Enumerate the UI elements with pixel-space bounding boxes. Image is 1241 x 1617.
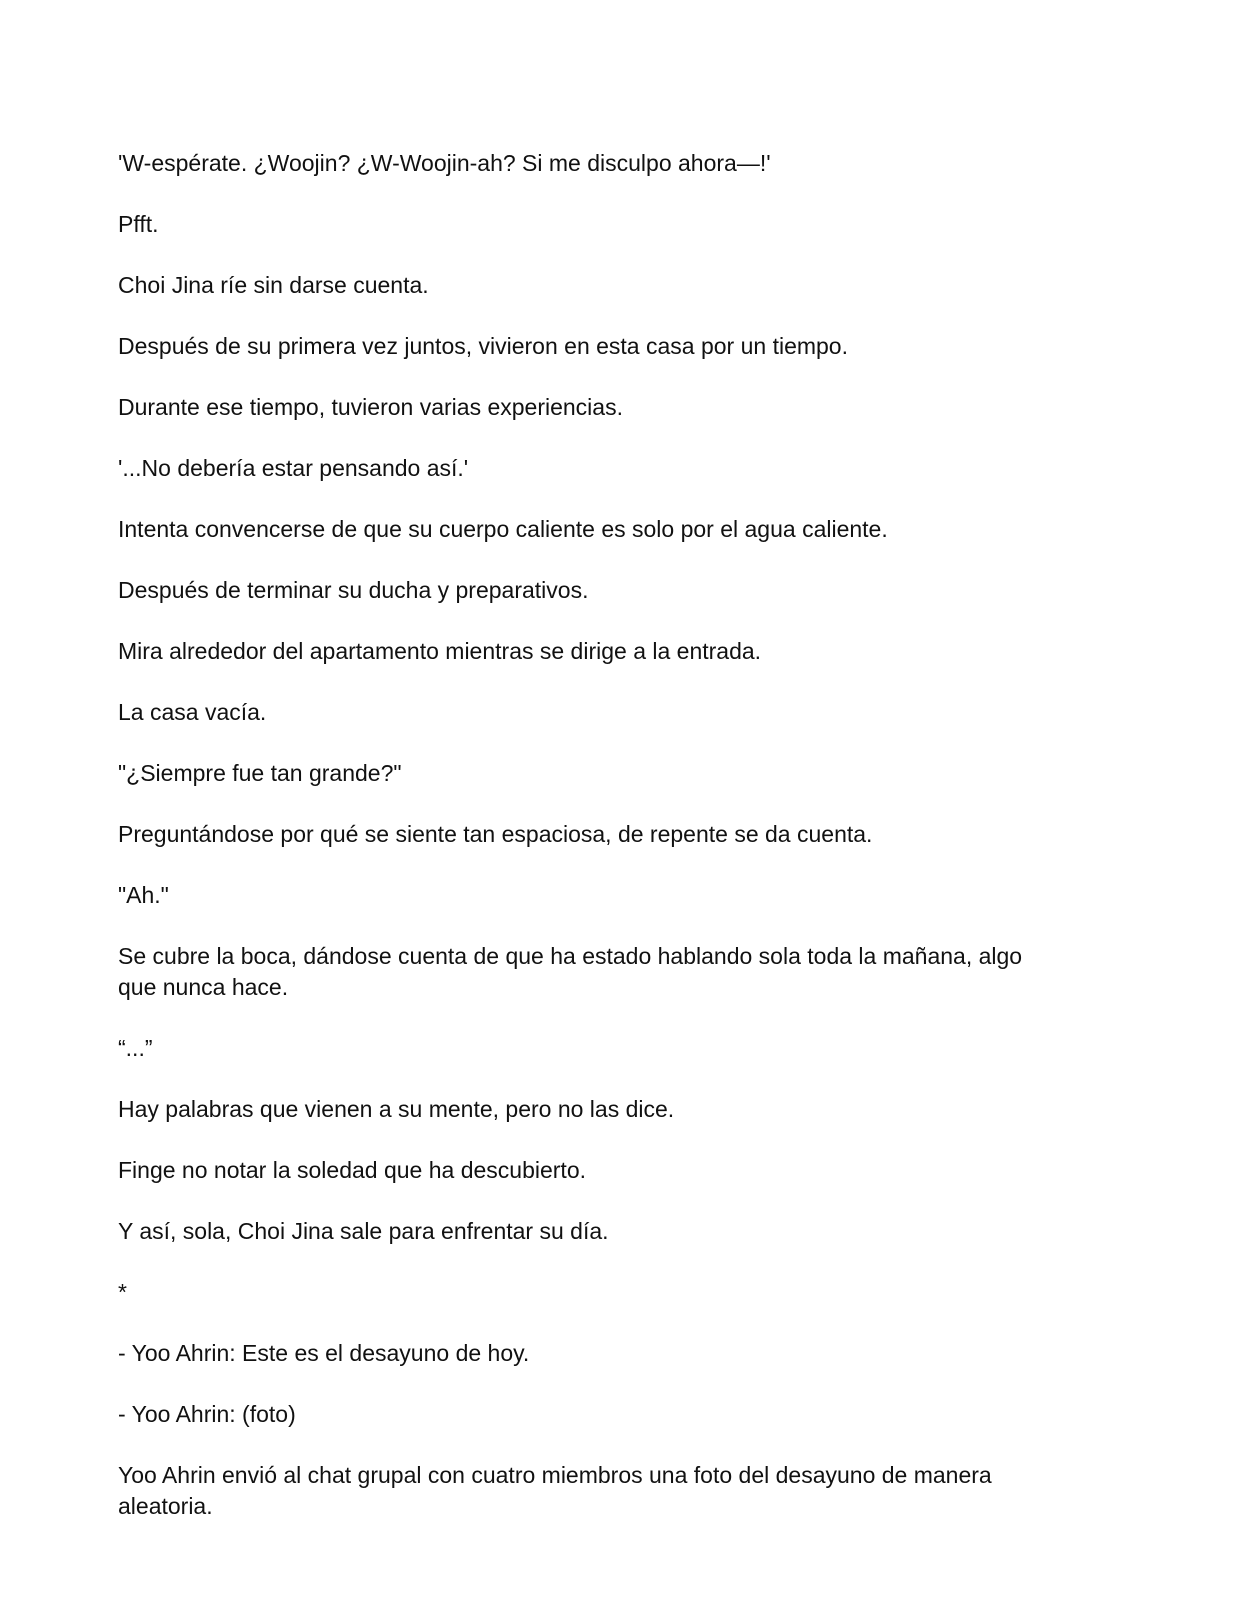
paragraph: "Ah."	[118, 882, 169, 908]
paragraph: Intenta convencerse de que su cuerpo caliente es solo por el agua caliente.	[118, 516, 888, 542]
paragraph: Hay palabras que vienen a su mente, pero no las dice.	[118, 1096, 675, 1122]
chat-message: - Yoo Ahrin: (foto)	[118, 1401, 296, 1427]
paragraph: Y así, sola, Choi Jina sale para enfrentar su día.	[118, 1218, 609, 1244]
paragraph: '...No debería estar pensando así.'	[118, 455, 469, 481]
paragraph: "¿Siempre fue tan grande?"	[118, 760, 402, 786]
paragraph: Durante ese tiempo, tuvieron varias experiencias.	[118, 394, 623, 420]
paragraph: Finge no notar la soledad que ha descubierto.	[118, 1157, 586, 1183]
paragraph: Se cubre la boca, dándose cuenta de que ha estado hablando sola toda la mañana, algo que nunca hace.	[118, 943, 1023, 1000]
paragraph: Preguntándose por qué se siente tan espaciosa, de repente se da cuenta.	[118, 821, 873, 847]
paragraph: Pfft.	[118, 211, 159, 237]
paragraph: “...”	[118, 1035, 153, 1061]
paragraph: Después de terminar su ducha y preparativos.	[118, 577, 589, 603]
paragraph: Choi Jina ríe sin darse cuenta.	[118, 272, 429, 298]
paragraph: 'W-espérate. ¿Woojin? ¿W-Woojin-ah? Si me disculpo ahora—!'	[118, 150, 771, 176]
section-break: *	[118, 1279, 127, 1305]
paragraph: Después de su primera vez juntos, vivieron en esta casa por un tiempo.	[118, 333, 848, 359]
paragraph: Mira alrededor del apartamento mientras se dirige a la entrada.	[118, 638, 762, 664]
paragraph: Yoo Ahrin envió al chat grupal con cuatro miembros una foto del desayuno de manera aleatoria.	[118, 1462, 992, 1519]
chat-message: - Yoo Ahrin: Este es el desayuno de hoy.	[118, 1340, 530, 1366]
paragraph: La casa vacía.	[118, 699, 267, 725]
document-body	[118, 148, 1063, 1552]
